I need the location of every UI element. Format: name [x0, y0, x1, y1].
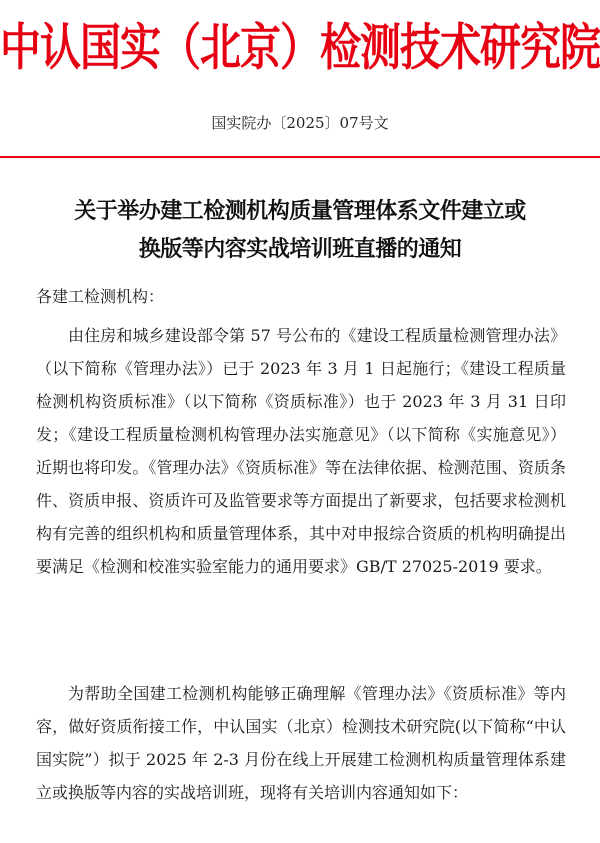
document-title-line-2: 换版等内容实战培训班直播的通知	[138, 236, 462, 262]
body-paragraph-1: 由住房和城乡建设部令第 57 号公布的《建设工程质量检测管理办法》（以下简称《管理办法》）已于 2023 年 3 月 1 日起施行；《建设工程质量检测机构资质标准》（以下简称《资质标准》）也于 2023 年 3 月 31 日印发；《建设工程质量检测机构管理办法实施意见》（以下简称《实施意见》）近期也将印发。《管理办法》《资质标准》等在法律依据、检测范围、资质条件、资质申报、资质许可及监管要求等方面提出了新要求，包括要求检测机构有完善的组织机构和质量管理体系，其中对申报综合资质的机构明确提出要满足《检测和校准实验室能力的通用要求》GB/T 27025-2019 要求。	[36, 326, 566, 576]
body-paragraph-2: 为帮助全国建工检测机构能够正确理解《管理办法》《资质标准》等内容，做好资质衔接工作，中认国实（北京）检测技术研究院(以下简称“中认国实院”）拟于 2025 年 2-3 月份在线上开展建工检测机构质量管理体系建立或换版等内容的实战培训班，现将有关培训内容通知如下：	[36, 684, 566, 802]
document-title-line-1: 关于举办建工检测机构质量管理体系文件建立或	[74, 198, 526, 224]
red-divider	[0, 156, 600, 158]
salutation: 各建工检测机构：	[36, 287, 165, 306]
masthead-org-name: 中认国实（北京）检测技术研究院	[0, 18, 600, 77]
document-number: 国实院办〔2025〕07号文	[211, 114, 389, 132]
